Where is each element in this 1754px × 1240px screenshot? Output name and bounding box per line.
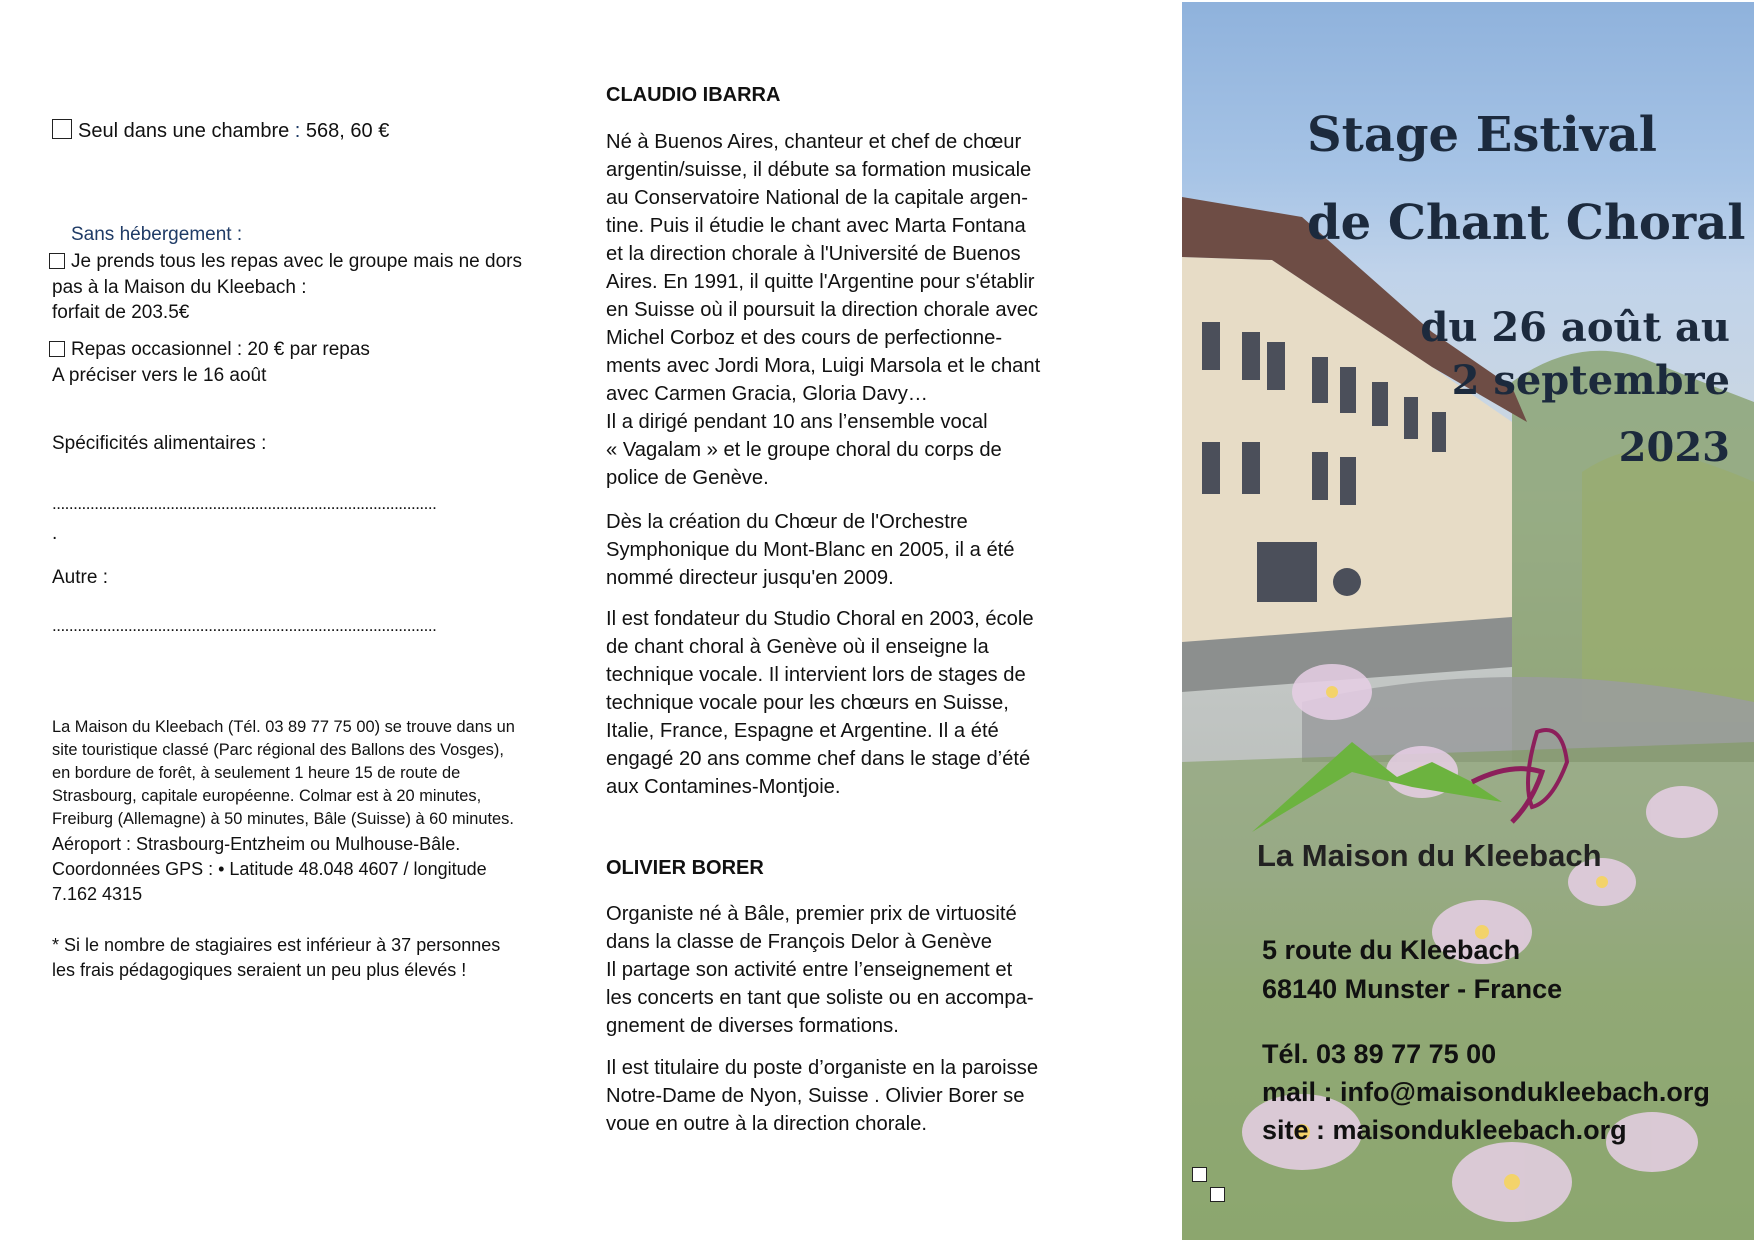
claudio-bio-paragraph-1: Né à Buenos Aires, chanteur et chef de chœur argentin/suisse, il débute sa formation musicale au Conservatoire National de la capitale argen- tine. Puis il étudie le chant avec Marta Fontana et la direction chorale à l'Université de Buenos Aires. En 1991, il quitte l'Argentine pour s'établir en Suisse où il poursuit la direction chorale avec Michel Corboz et des cours de perfectionne- ments avec Jordi Mora, Luigi Marsola et le chant avec Carmen Gracia, Gloria Davy… Il a dirigé pendant 10 ans l’ensemble vocal « Vagalam » et le groupe choral du corps de police de Genève. (606, 131, 1041, 489)
occasional-meal-checkbox[interactable] (49, 341, 65, 357)
claudio-bio-paragraph-2: Dès la création du Chœur de l'Orchestre Symphonique du Mont-Blanc en 2005, il a été nommé directeur jusqu'en 2009. (606, 511, 1015, 589)
address-line2: 68140 Munster - France (1262, 974, 1563, 1004)
site-line[interactable]: site : maisondukleebach.org (1262, 1115, 1627, 1145)
other-label: Autre : (52, 567, 108, 588)
diet-label: Spécificités alimentaires : (52, 433, 267, 454)
date-line2: 2 septembre (1451, 357, 1730, 404)
stage-title-line1: Stage Estival (1307, 107, 1657, 163)
date-line1: du 26 août au (1420, 304, 1730, 351)
phone-line: Tél. 03 89 77 75 00 (1262, 1039, 1497, 1069)
single-room-checkbox[interactable] (52, 119, 72, 139)
stage-title-line2: de Chant Choral (1307, 195, 1746, 251)
fee-note: * Si le nombre de stagiaires est inférieur à 37 personnes les frais pédagogiques seraient un peu plus élevés ! (52, 935, 501, 980)
no-lodging-heading: Sans hébergement : (71, 224, 243, 245)
cover-panel (1182, 2, 1754, 1240)
info-paragraph: La Maison du Kleebach (Tél. 03 89 77 75 00) se trouve dans un site touristique classé (Parc régional des Ballons des Vosges), en bordure de forêt, à seulement 1 heure 15 de route de Strasbourg, capitale européenne. Colmar est à 20 minutes, Freiburg (Allemagne) à 50 minutes, Bâle (Suisse) à 60 minutes. (52, 718, 515, 828)
diet-dotted-end: . (52, 523, 58, 544)
single-room-option[interactable]: Seul dans une chambre : 568, 60 € (52, 118, 389, 145)
olivier-bio-paragraph-2: Il est titulaire du poste d’organiste en la paroisse Notre-Dame de Nyon, Suisse . Olivier Borer se voue en outre à la direction chorale. (606, 1057, 1039, 1135)
meals-group-checkbox[interactable] (49, 253, 65, 269)
meals-group-line2: pas à la Maison du Kleebach : (52, 277, 307, 298)
address-line1: 5 route du Kleebach (1262, 935, 1521, 965)
occasional-meal-option[interactable]: Repas occasionnel : 20 € par repas (49, 336, 370, 363)
olivier-borer-heading: OLIVIER BORER (606, 857, 764, 879)
corner-box-2 (1210, 1187, 1225, 1202)
claudio-bio-paragraph-3: Il est fondateur du Studio Choral en 2003, école de chant choral à Genève où il enseigne la technique vocale. Il intervient lors de stages de technique vocale pour les chœurs en Suisse, Italie, France, Espagne et Argentine. Il a été engagé 20 ans comme chef dans le stage d’été aux Contamines-Montjoie. (606, 608, 1034, 798)
mail-line[interactable]: mail : info@maisondukleebach.org (1262, 1077, 1710, 1107)
other-dotted-line[interactable]: ........................................................................................... (52, 616, 437, 635)
corner-box-1 (1192, 1167, 1207, 1182)
diet-dotted-line[interactable]: ........................................................................................... (52, 494, 437, 513)
olivier-bio-paragraph-1: Organiste né à Bâle, premier prix de virtuosité dans la classe de François Delor à Genève Il partage son activité entre l’enseignement et les concerts en tant que soliste ou en accompa- gnement de diverses formations. (606, 903, 1034, 1037)
meals-group-option[interactable]: Je prends tous les repas avec le groupe mais ne dors (49, 248, 522, 275)
claudio-ibarra-heading: CLAUDIO IBARRA (606, 84, 781, 106)
date-line3: 2023 (1618, 424, 1730, 471)
logo-text: La Maison du Kleebach (1257, 838, 1602, 873)
occasional-meal-note: A préciser vers le 16 août (52, 365, 267, 386)
airport-paragraph: Aéroport : Strasbourg-Entzheim ou Mulhouse-Bâle. Coordonnées GPS : • Latitude 48.048 4607 / longitude 7.162 4315 (52, 834, 487, 904)
meals-group-line3: forfait de 203.5€ (52, 302, 190, 323)
